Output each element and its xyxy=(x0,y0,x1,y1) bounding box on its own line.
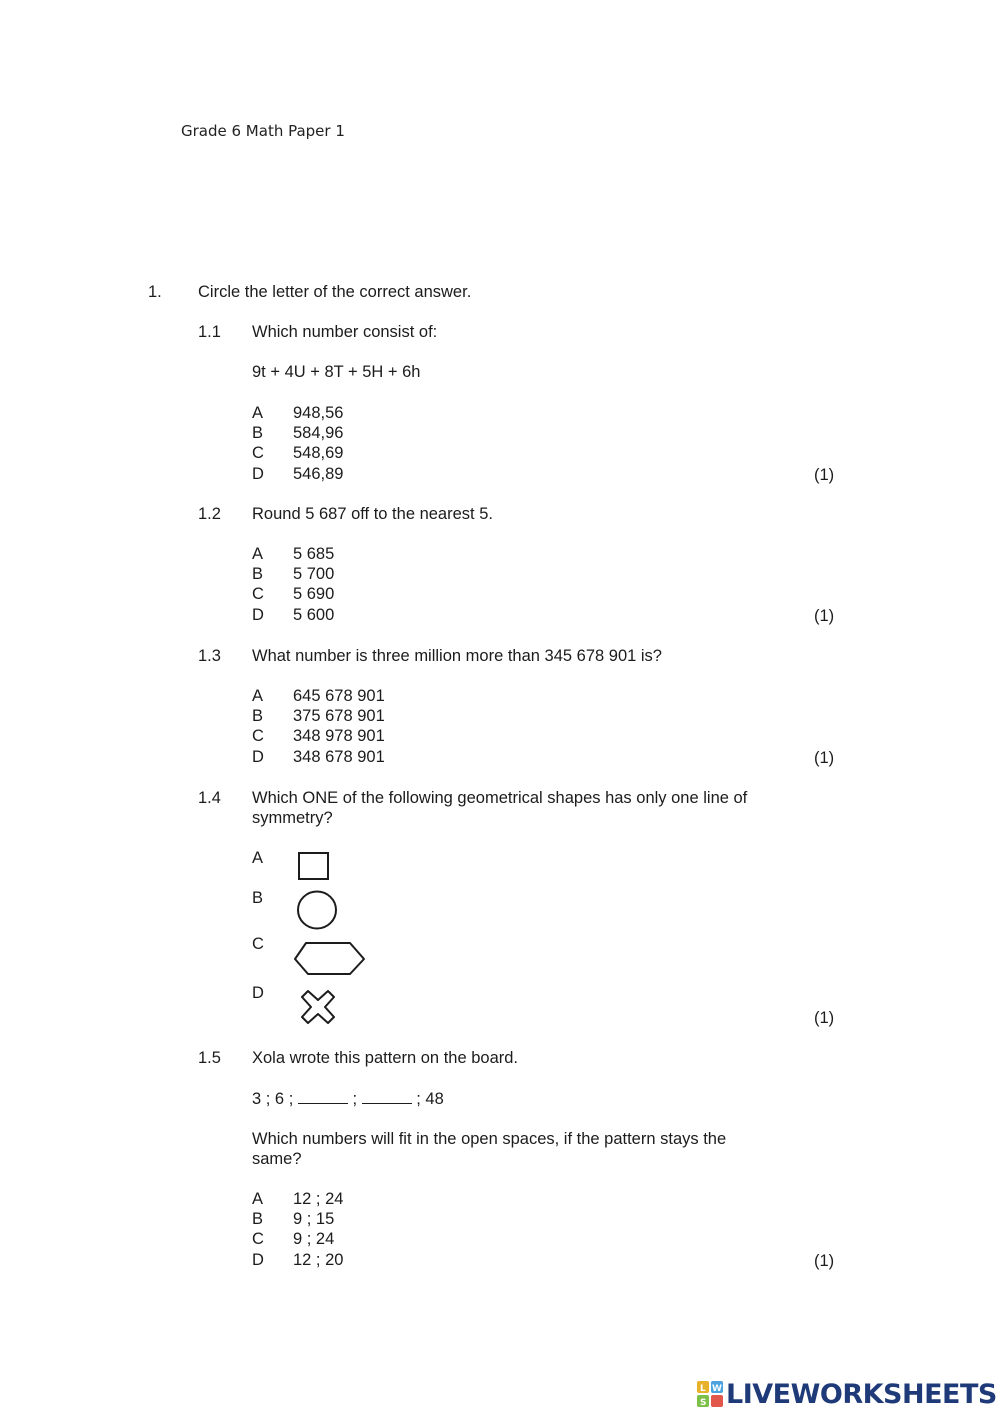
question-number: 1.3 xyxy=(198,647,221,665)
question-number: 1.4 xyxy=(198,789,221,807)
section-number: 1. xyxy=(148,283,162,301)
question-number: 1.2 xyxy=(198,505,221,523)
question-text: Xola wrote this pattern on the board. xyxy=(252,1049,518,1067)
question-text: Which number consist of: xyxy=(252,323,438,341)
option-letter[interactable]: C xyxy=(252,585,264,603)
followup-text-line2: same? xyxy=(252,1150,302,1168)
option-letter[interactable]: A xyxy=(252,1190,264,1208)
question-text: Round 5 687 off to the nearest 5. xyxy=(252,505,493,523)
option-letter[interactable]: A xyxy=(252,849,264,867)
option-letter[interactable]: A xyxy=(252,404,264,422)
cross-icon xyxy=(299,988,337,1026)
option-letter[interactable]: D xyxy=(252,465,264,483)
pentagon-icon xyxy=(292,939,368,977)
option-letter[interactable]: B xyxy=(252,707,264,725)
option-value: 5 690 xyxy=(293,585,335,603)
option-value: 546,89 xyxy=(293,465,344,483)
square-icon xyxy=(297,851,331,881)
mark-allocation: (1) xyxy=(814,749,835,767)
option-value: 375 678 901 xyxy=(293,707,385,725)
option-value: 12 ; 24 xyxy=(293,1190,344,1208)
option-value: 9 ; 15 xyxy=(293,1210,335,1228)
liveworksheets-logo[interactable] xyxy=(697,1376,997,1412)
number-pattern xyxy=(252,1090,444,1109)
mark-allocation: (1) xyxy=(814,1252,835,1270)
question-text-line2: symmetry? xyxy=(252,809,333,827)
option-letter[interactable]: D xyxy=(252,748,264,766)
option-value: 9 ; 24 xyxy=(293,1230,335,1248)
question-text-line1: Which ONE of the following geometrical shapes has only one line of xyxy=(252,789,748,807)
option-letter[interactable]: D xyxy=(252,1251,264,1269)
option-value: 348 978 901 xyxy=(293,727,385,745)
followup-text-line1: Which numbers will fit in the open spaces, if the pattern stays the xyxy=(252,1130,727,1148)
pattern-start: 3 ; 6 ; xyxy=(252,1090,294,1108)
question-number: 1.5 xyxy=(198,1049,221,1067)
option-value: 348 678 901 xyxy=(293,748,385,766)
option-letter[interactable]: D xyxy=(252,984,264,1002)
option-letter[interactable]: C xyxy=(252,444,264,462)
pattern-blank[interactable] xyxy=(362,1102,412,1104)
option-letter[interactable]: B xyxy=(252,1210,264,1228)
option-letter[interactable]: C xyxy=(252,935,264,953)
option-value: 12 ; 20 xyxy=(293,1251,344,1269)
circle-icon xyxy=(296,889,338,931)
option-letter[interactable]: D xyxy=(252,606,264,624)
mark-allocation: (1) xyxy=(814,607,835,625)
pattern-separator: ; xyxy=(352,1090,358,1108)
option-letter[interactable]: B xyxy=(252,565,264,583)
option-letter[interactable]: A xyxy=(252,687,264,705)
option-value: 5 700 xyxy=(293,565,335,583)
option-letter[interactable]: A xyxy=(252,545,264,563)
pattern-end: ; 48 xyxy=(416,1090,444,1108)
question-text: What number is three million more than 345 678 901 is? xyxy=(252,647,662,665)
question-expression: 9t + 4U + 8T + 5H + 6h xyxy=(252,363,421,381)
option-value: 5 685 xyxy=(293,545,335,563)
option-value: 948,56 xyxy=(293,404,344,422)
logo-icon xyxy=(697,1381,723,1407)
option-letter[interactable]: B xyxy=(252,424,264,442)
option-letter[interactable]: B xyxy=(252,889,264,907)
option-value: 645 678 901 xyxy=(293,687,385,705)
section-instruction: Circle the letter of the correct answer. xyxy=(198,283,472,301)
pattern-blank[interactable] xyxy=(298,1102,348,1104)
option-letter[interactable]: C xyxy=(252,1230,264,1248)
option-letter[interactable]: C xyxy=(252,727,264,745)
logo-text: LIVEWORKSHEETS xyxy=(726,1378,997,1410)
option-value: 548,69 xyxy=(293,444,344,462)
mark-allocation: (1) xyxy=(814,466,835,484)
option-value: 5 600 xyxy=(293,606,335,624)
svg-text:S: S xyxy=(700,1398,707,1407)
option-value: 584,96 xyxy=(293,424,344,442)
document-header: Grade 6 Math Paper 1 xyxy=(181,122,345,140)
mark-allocation: (1) xyxy=(814,1009,835,1027)
question-number: 1.1 xyxy=(198,323,221,341)
svg-text:W: W xyxy=(712,1384,722,1394)
svg-text:L: L xyxy=(700,1384,706,1394)
